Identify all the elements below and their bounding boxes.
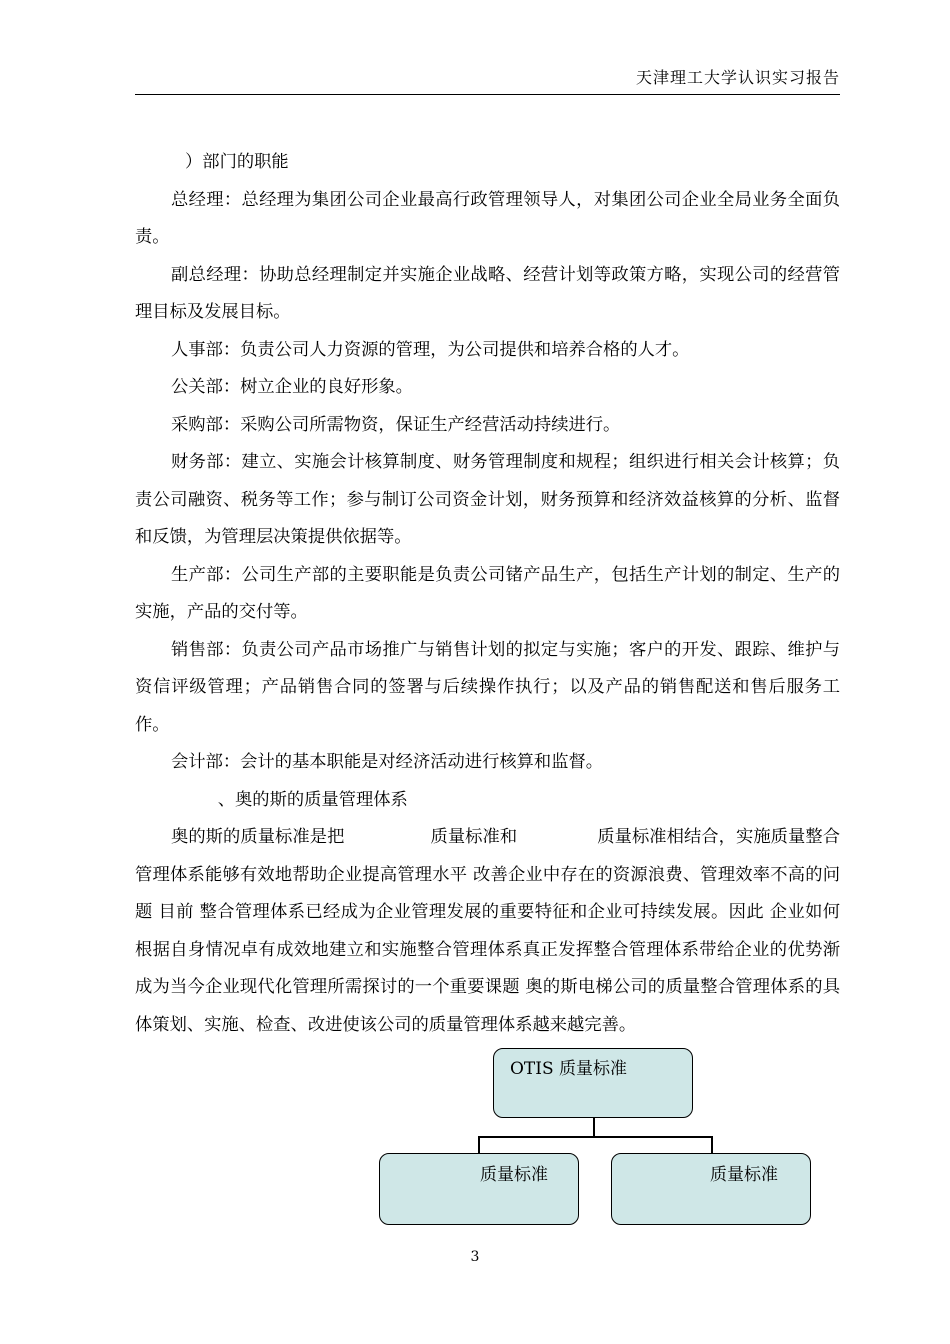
section-marker: 、 bbox=[217, 789, 235, 810]
paragraph-sales: 销售部：负责公司产品市场推广与销售计划的拟定与实施；客户的开发、跟踪、维护与资信评级管理；产品销售合同的签署与后续操作执行；以及产品的销售配送和售后服务工作。 bbox=[135, 639, 840, 735]
diagram-box-right-label: 质量标准 bbox=[710, 1165, 778, 1185]
connector-vertical-top bbox=[593, 1118, 595, 1138]
diagram-box-left-label: 质量标准 bbox=[480, 1165, 548, 1185]
section-heading-quality bbox=[135, 782, 840, 820]
paragraph-production: 生产部：公司生产部的主要职能是负责公司锗产品生产，包括生产计划的制定、生产的实施，产品的交付等。 bbox=[135, 564, 840, 622]
connector-horizontal bbox=[478, 1136, 713, 1138]
header-title: 天津理工大学认识实习报告 bbox=[635, 68, 840, 87]
page-header bbox=[135, 66, 840, 95]
diagram-box-top-label: OTIS 质量标准 bbox=[510, 1059, 628, 1079]
diagram-box-left bbox=[379, 1153, 579, 1225]
paragraph-general-manager: 总经理：总经理为集团公司企业最高行政管理领导人，对集团公司企业全局业务全面负责。 bbox=[135, 189, 840, 247]
quality-text-3: 质量标准相结合，实施质量整合管理体系能够有效地帮助企业提高管理水平 改善企业中存在的资源浪费、管理效率不高的问题 目前 整合管理体系已经成为企业管理发展的重要特征和企业可持续发展。因此 企业如何根据自身情况卓有成效地建立和实施整合管理体系真正发挥整合管理体系带给企业的优势渐成为当今企业现代化管理所需探讨的一个重要课题 奥的斯电梯公司的质量整合管理体系的具体策划、实施、检查、改进使该公司的质量管理体系越来越完善。 bbox=[135, 827, 840, 1035]
quality-text-1: 奥的斯的质量标准是把 bbox=[171, 827, 345, 847]
paragraph-finance: 财务部：建立、实施会计核算制度、财务管理制度和规程；组织进行相关会计核算；负责公司融资、税务等工作；参与制订公司资金计划，财务预算和经济效益核算的分析、监督和反馈，为管理层决策提供依据等。 bbox=[135, 452, 840, 547]
paragraph-purchasing: 采购部：采购公司所需物资，保证生产经营活动持续进行。 bbox=[171, 414, 621, 435]
paragraph-accounting: 会计部：会计的基本职能是对经济活动进行核算和监督。 bbox=[171, 752, 604, 772]
connector-vertical-right bbox=[711, 1136, 713, 1154]
paragraph-pr: 公关部：树立企业的良好形象。 bbox=[171, 377, 413, 397]
page-number: 3 bbox=[470, 1249, 480, 1265]
paragraph-deputy-manager: 副总经理：协助总经理制定并实施企业战略、经营计划等政策方略，实现公司的经营管理目标及发展目标。 bbox=[135, 264, 840, 322]
quality-text-2: 质量标准和 bbox=[430, 827, 518, 847]
page-content bbox=[135, 144, 840, 1044]
paragraph-hr: 人事部：负责公司人力资源的管理，为公司提供和培养合格的人才。 bbox=[171, 339, 690, 360]
diagram-box-top bbox=[493, 1048, 693, 1118]
paragraph-quality bbox=[135, 819, 840, 1044]
section-heading-dept: ）部门的职能 bbox=[185, 152, 289, 172]
section-title: 奥的斯的质量管理体系 bbox=[235, 789, 408, 810]
diagram-box-right bbox=[611, 1153, 811, 1225]
connector-vertical-left bbox=[478, 1136, 480, 1154]
